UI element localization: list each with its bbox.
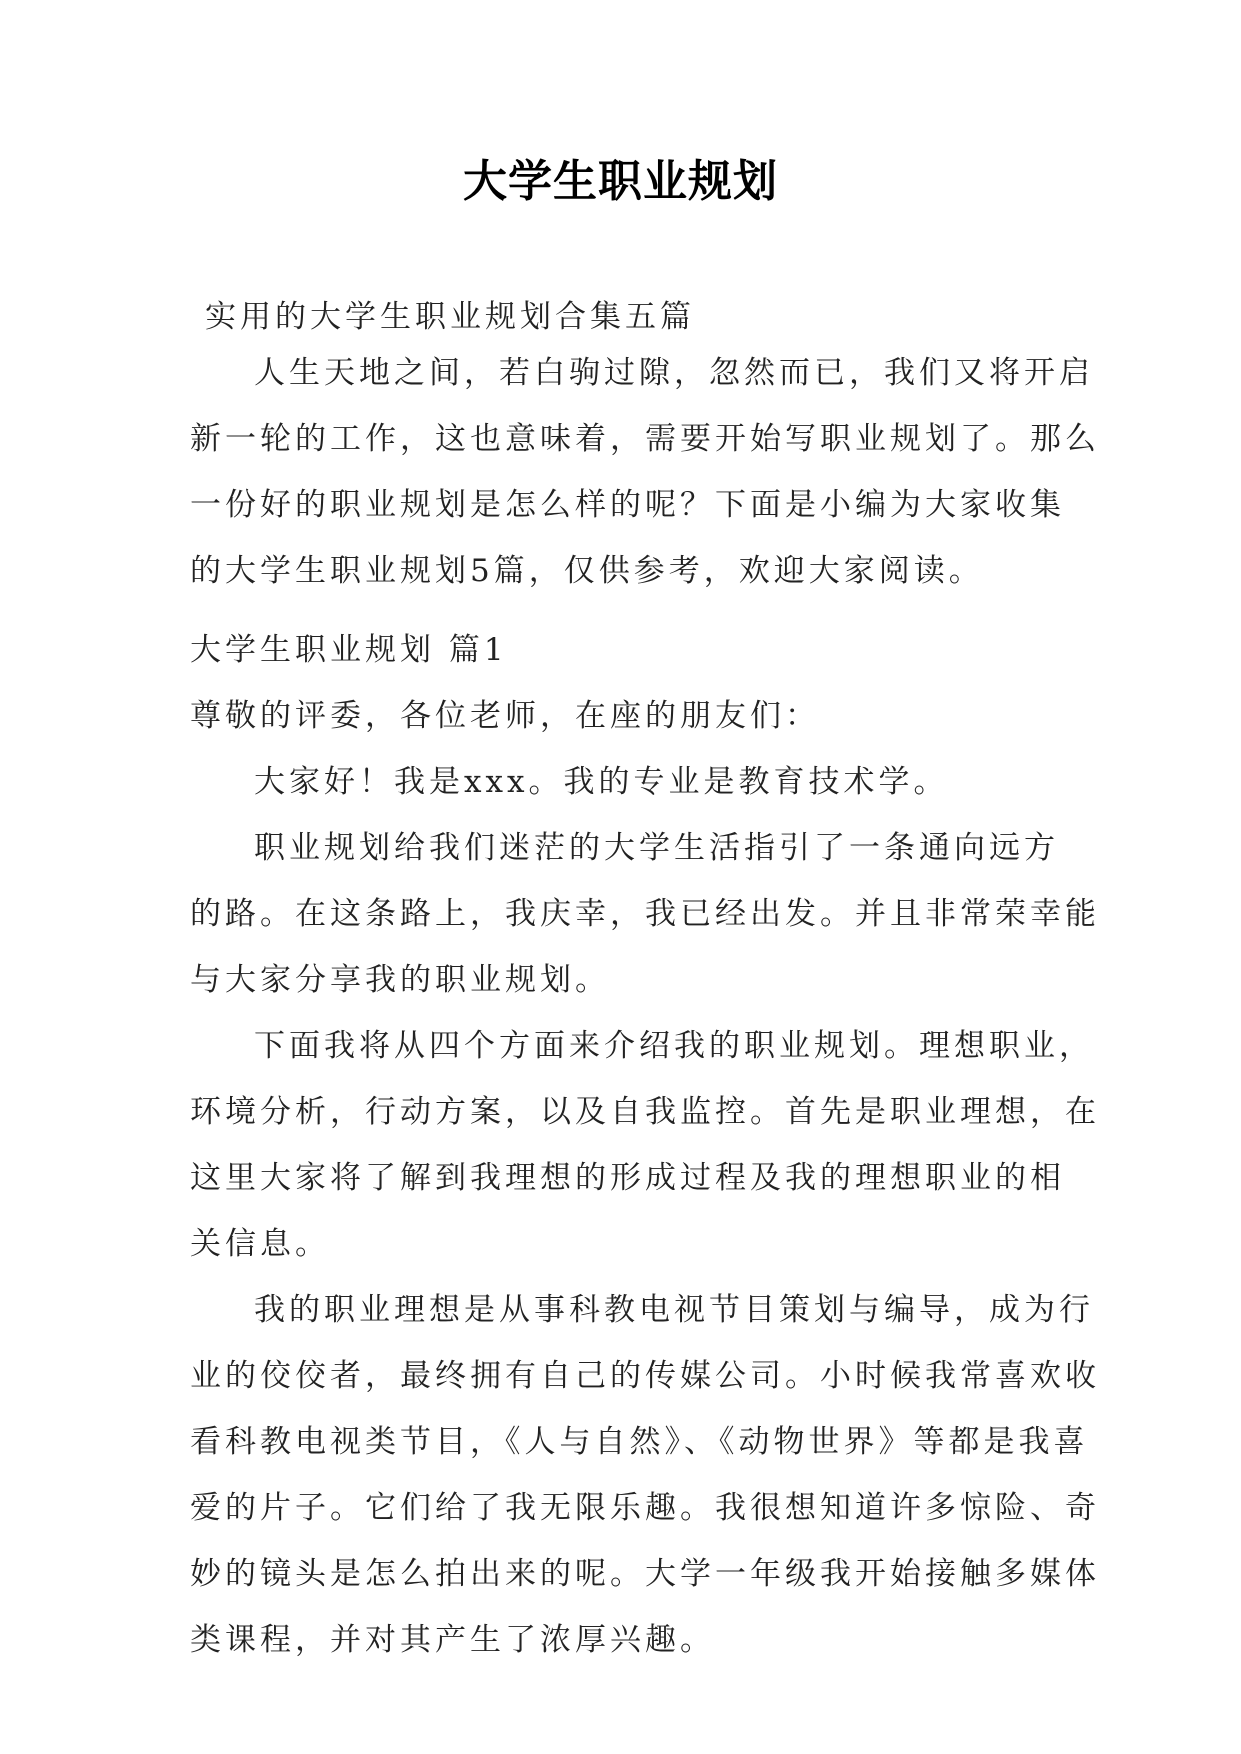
paragraph-line: 下面我将从四个方面来介绍我的职业规划。理想职业， [254,1028,1094,1064]
paragraph-line: 爱的片子。它们给了我无限乐趣。我很想知道许多惊险、奇 [190,1490,1100,1526]
paragraph-line: 类课程，并对其产生了浓厚兴趣。 [190,1622,715,1658]
intro-line: 一份好的职业规划是怎么样的呢？下面是小编为大家收集 [190,487,1065,523]
greeting-paragraph [190,749,1060,815]
section-heading: 大学生职业规划 篇1 [190,632,508,668]
salutation: 尊敬的评委，各位老师，在座的朋友们： [190,698,820,734]
paragraph-line: 这里大家将了解到我理想的形成过程及我的理想职业的相 [190,1160,1065,1196]
page-title: 大学生职业规划 [463,156,778,207]
paragraph-line: 妙的镜头是怎么拍出来的呢。大学一年级我开始接触多媒体 [190,1556,1100,1592]
intro-line: 人生天地之间，若白驹过隙，忽然而已，我们又将开启 [254,355,1094,391]
intro-line: 的大学生职业规划5篇，仅供参考，欢迎大家阅读。 [190,553,984,589]
paragraph-line: 业的佼佼者，最终拥有自己的传媒公司。小时候我常喜欢收 [190,1358,1100,1394]
paragraph-1 [190,815,1100,1013]
paragraph-line: 关信息。 [190,1226,330,1262]
paragraph-2 [190,1013,1100,1277]
paragraph-line: 与大家分享我的职业规划。 [190,962,610,998]
paragraph-3 [190,1277,1100,1673]
paragraph-line: 看科教电视类节目，《人与自然》、《动物世界》等都是我喜 [190,1424,1089,1460]
paragraph-line: 我的职业理想是从事科教电视节目策划与编导，成为行 [254,1292,1094,1328]
paragraph-line: 环境分析，行动方案，以及自我监控。首先是职业理想，在 [190,1094,1100,1130]
paragraph-line: 职业规划给我们迷茫的大学生活指引了一条通向远方 [254,830,1059,866]
paragraph-line: 的路。在这条路上，我庆幸，我已经出发。并且非常荣幸能 [190,896,1100,932]
intro-line: 新一轮的工作，这也意味着，需要开始写职业规划了。那么 [190,421,1100,457]
greeting-line: 大家好！我是xxx。我的专业是教育技术学。 [254,764,949,800]
document-subtitle: 实用的大学生职业规划合集五篇 [205,299,695,335]
intro-paragraph [190,340,1100,604]
